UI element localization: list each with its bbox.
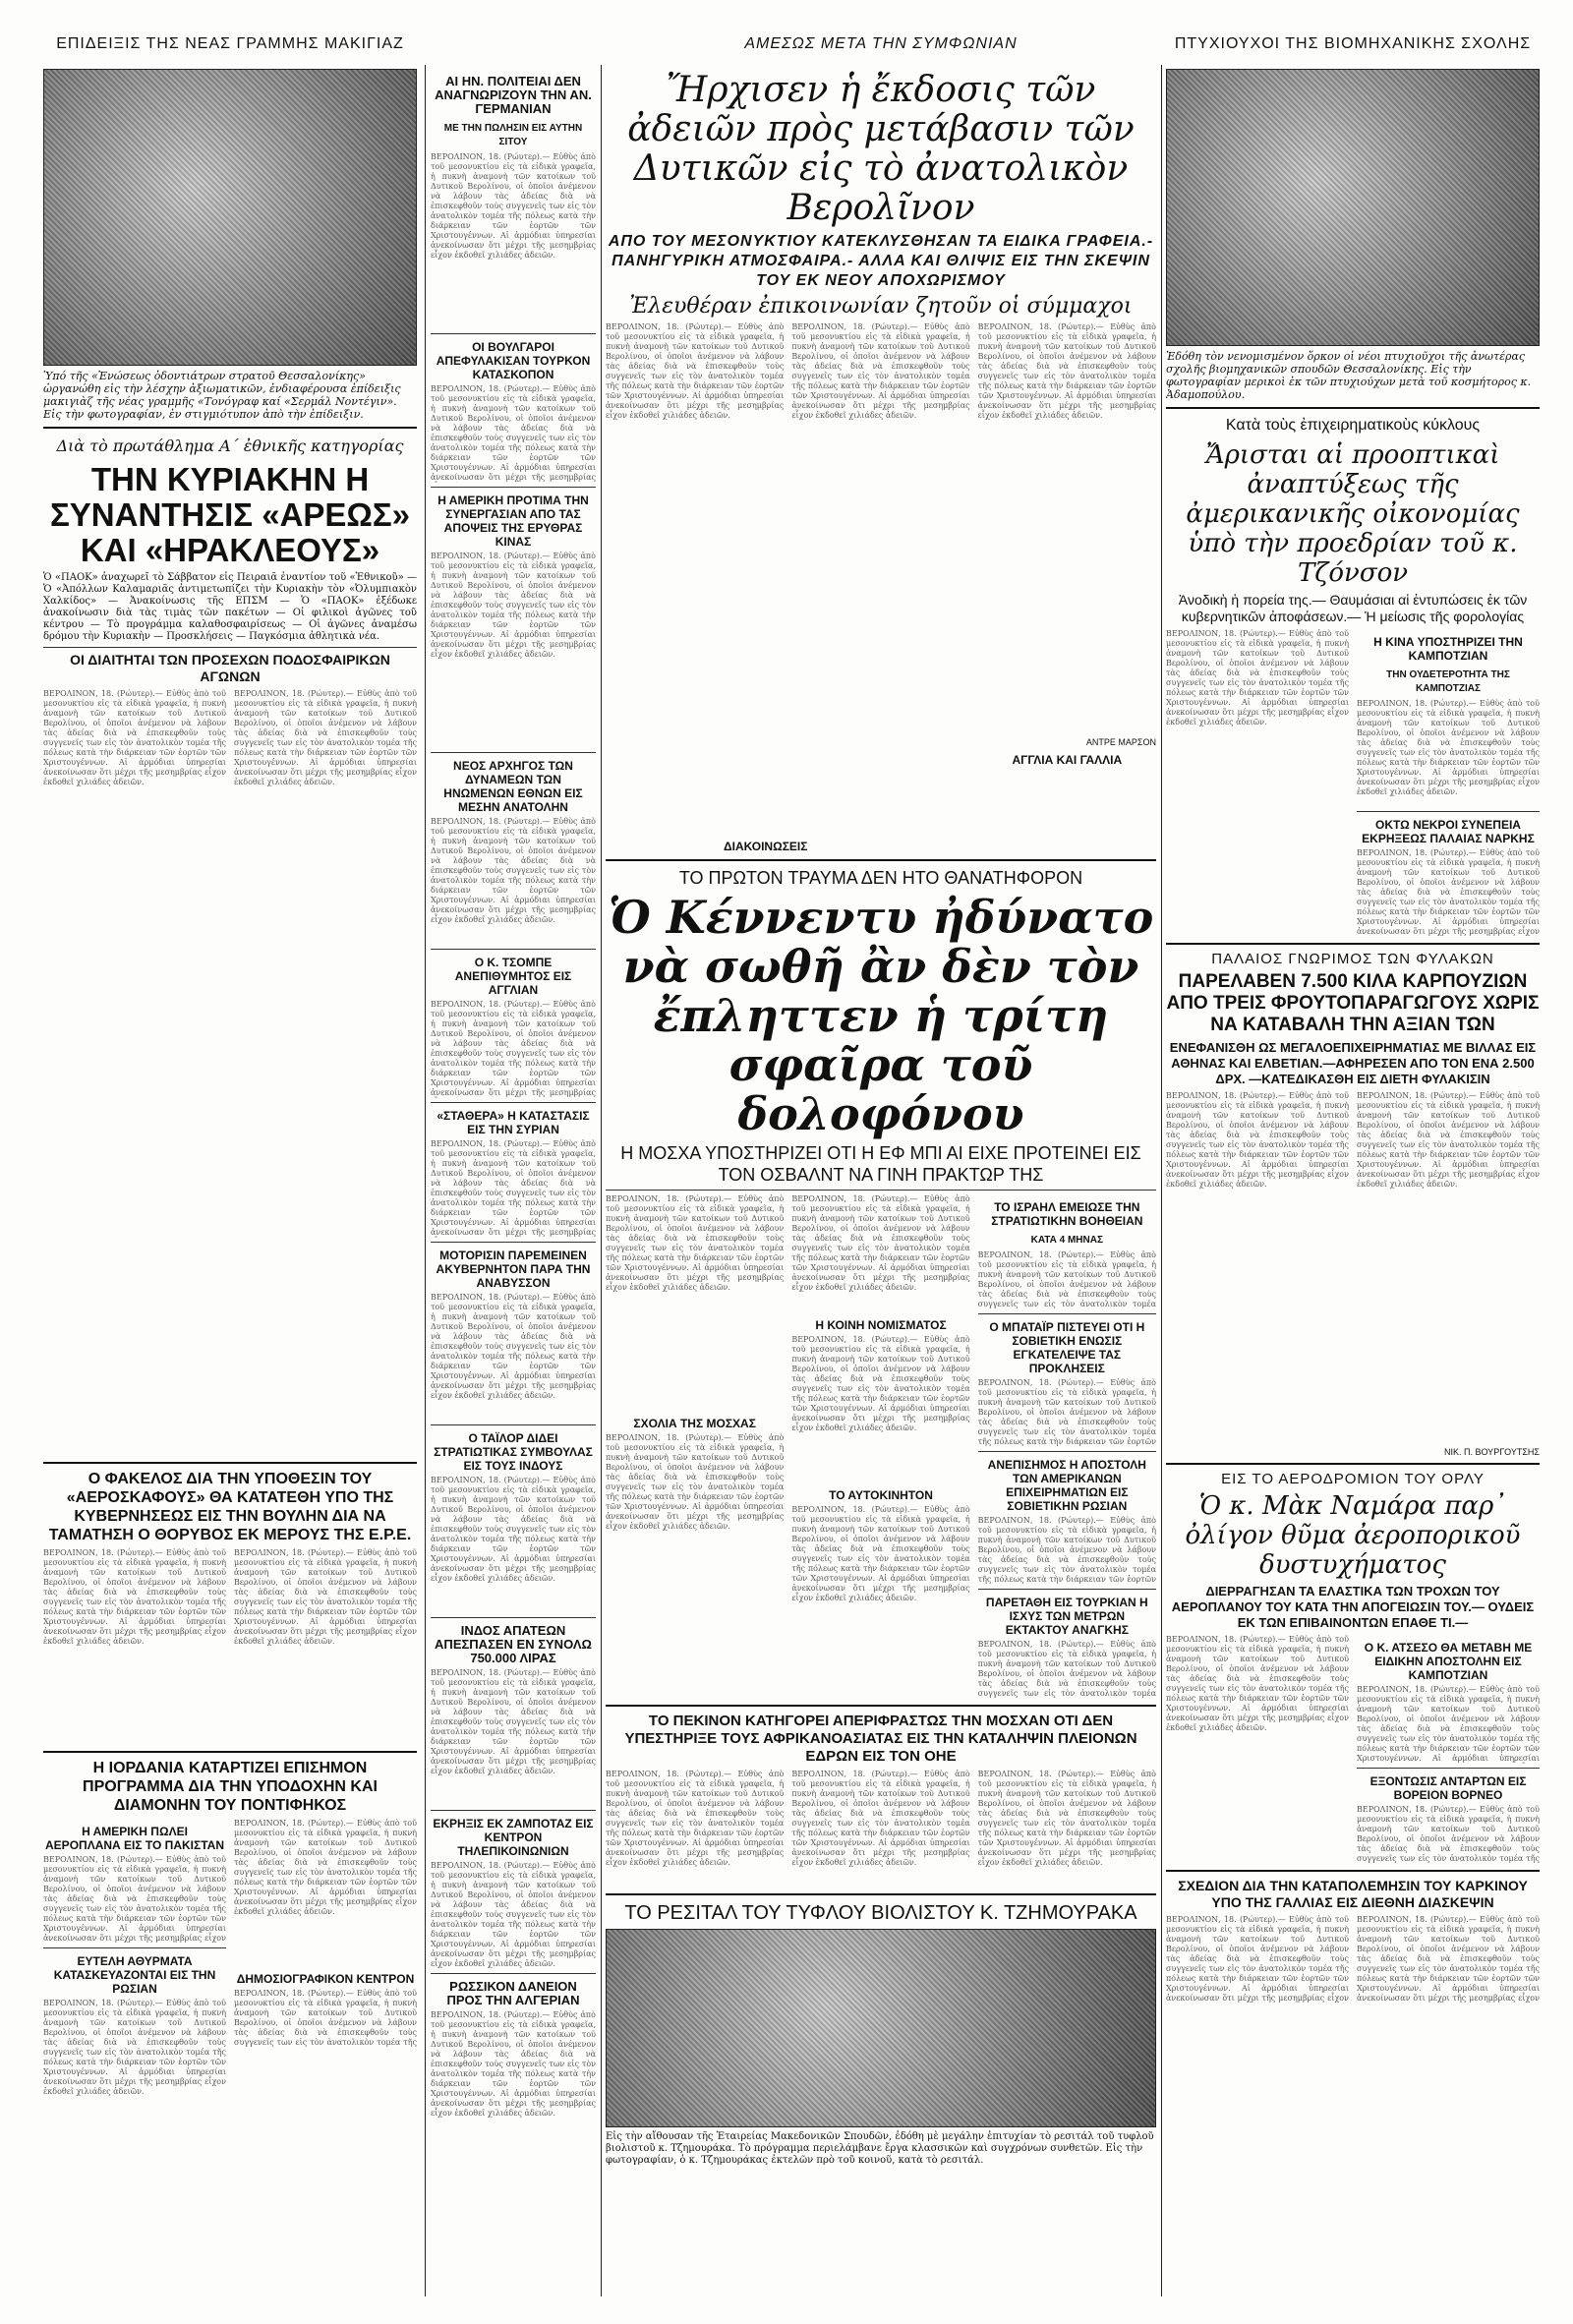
article-text: ΒΕΡΟΛΙΝΟΝ, 18. (Ρώυτερ).— Εὐθὺς ἀπὸ τοῦ μεσονυκτίου εἰς τὰ εἰδικὰ γραφεῖα, ἡ πυκνὴ ἀναμονὴ τῶν κατοίκων τοῦ Δυτικοῦ Βερολίνου, οἱ ὁποῖοι ἀνέμενον νὰ λάβουν τὰς ἀδείας διὰ νὰ ἐπισκεφθοῦν τοὺς συγγενεῖς των εἰς τὸν ἀνατολικὸν τομέα τῆς πόλεως κατὰ τὴν διάρκειαν τῶν ἑορτῶν τῶν Χριστουγέννων. Αἱ ἀρμόδιαι ὑπηρεσίαι ἀνεκοίνωσαν ὅτι μέχρι τῆς μεσημβρίας [431,1000,596,1097]
article-text: ΒΕΡΟΛΙΝΟΝ, 18. (Ρώυτερ).— Εὐθὺς ἀπὸ τοῦ μεσονυκτίου εἰς τὰ εἰδικὰ γραφεῖα, ἡ πυκνὴ ἀναμονὴ τῶν κατοίκων τοῦ Δυτικοῦ Βερολίνου, οἱ ὁποῖοι ἀνέμενον νὰ λάβουν τὰς ἀδείας διὰ νὰ ἐπισκεφθοῦν τοὺς συγγενεῖς των εἰς τὸν ἀνατολικὸν τομέα τῆς πόλεως κατὰ τὴν διάρκειαν τῶν ἑορτῶν τῶν Χριστουγέννων. Αἱ ἀρμόδιαι ὑπηρεσίαι ἀνεκοίνωσαν ὅτι μέχρι τῆς μεσημβρίας εἶχον ἐκδοθεῖ χιλιάδες ἀδειῶν. [43,689,226,786]
peking-article [606,1770,1156,1888]
article-text: ΒΕΡΟΛΙΝΟΝ, 18. (Ρώυτερ).— Εὐθὺς ἀπὸ τοῦ μεσονυκτίου εἰς τὰ εἰδικὰ γραφεῖα, ἡ πυκνὴ ἀναμονὴ τῶν κατοίκων τοῦ Δυτικοῦ Βερολίνου, οἱ ὁποῖοι ἀνέμενον νὰ λάβουν τὰς ἀδείας διὰ νὰ ἐπισκεφθοῦν τοὺς συγγενεῖς των εἰς τὸν ἀνατολικὸν τομέα τῆς πόλεως κατὰ τὴν διάρκειαν τῶν ἑορτῶν τῶν Χριστουγέννων. Αἱ ἀρμόδιαι ὑπηρεσίαι ἀνεκοίνωσαν ὅτι μέχρι τῆς μεσημβρίας εἶχον ἐκδοθεῖ χιλιάδες ἀδειῶν. [431,1861,596,1968]
kicker-ptychiouchoi: ΠΤΥΧΙΟΥΧΟΙ ΤΗΣ ΒΙΟΜΗΧΑΝΙΚΗΣ ΣΧΟΛΗΣ [1174,35,1532,52]
article-text: ΒΕΡΟΛΙΝΟΝ, 18. (Ρώυτερ).— Εὐθὺς ἀπὸ τοῦ μεσονυκτίου εἰς τὰ εἰδικὰ γραφεῖα, ἡ πυκνὴ ἀναμονὴ τῶν κατοίκων τοῦ Δυτικοῦ Βερολίνου, οἱ ὁποῖοι ἀνέμενον νὰ λάβουν τὰς ἀδείας διὰ νὰ ἐπισκεφθοῦν τοὺς συγγενεῖς των εἰς τὸν ἀνατολικὸν τομέα τῆς πόλεως κατὰ τὴν διάρκειαν τῶν ἑορτῶν τῶν Χριστουγέννων. Αἱ ἀρμόδιαι ὑπηρεσίαι ἀνεκοίνωσαν ὅτι μέχρι τῆς μεσημβρίας [431,384,596,482]
brief-headline-usa: ΑΙ ΗΝ. ΠΟΛΙΤΕΙΑΙ ΔΕΝ ΑΝΑΓΝΩΡΙΖΟΥΝ ΤΗΝ ΑΝ. ΓΕΡΜΑΝΙΑΝ [435,74,592,116]
mpatair-headline: Ο ΜΠΑΤΑΪΡ ΠΙΣΤΕΥΕΙ ΟΤΙ Η ΣΟΒΙΕΤΙΚΗ ΕΝΩΣΙΣ ΕΓΚΑΤΕΛΕΙΨΕ ΤΑΣ ΠΡΟΚΛΗΣΕΙΣ [989,1320,1145,1375]
subhead-diakoinoseis: ΔΙΑΚΟΙΝΩΣΕΙΣ [724,840,808,853]
article-text: ΒΕΡΟΛΙΝΟΝ, 18. (Ρώυτερ).— Εὐθὺς ἀπὸ τοῦ μεσονυκτίου εἰς τὰ εἰδικὰ γραφεῖα, ἡ πυκνὴ ἀναμονὴ τῶν κατοίκων τοῦ Δυτικοῦ Βερολίνου, οἱ ὁποῖοι ἀνέμενον νὰ λάβουν τὰς ἀδείας διὰ νὰ ἐπισκεφθοῦν τοὺς συγγενεῖς των εἰς τὸν ἀνατολικὸν τομέα τῆς πόλεως κατὰ τὴν διάρκειαν τῶν ἑορτῶν τῶν Χριστουγέννων. Αἱ ἀρμόδιαι ὑπηρεσίαι ἀνεκοίνωσαν ὅτι μέχρι τῆς μεσημβρίας εἶχον ἐκδοθεῖ χιλιάδες ἀδειῶν. [791,1194,970,1292]
fylakes-headline: ΠΑΡΕΛΑΒΕΝ 7.500 ΚΙΛΑ ΚΑΡΠΟΥΖΙΩΝ ΑΠΟ ΤΡΕΙΣ ΦΡΟΥΤΟΠΑΡΑΓΩΓΟΥΣ ΧΩΡΙΣ ΝΑ ΚΑΤΑΒΑΛΗ ΤΗΝ ΑΞΙΑΝ ΤΩΝ [1166,971,1540,1035]
jordan-headline: Η ΙΟΡΔΑΝΙΑ ΚΑΤΑΡΤΙΖΕΙ ΕΠΙΣΗΜΟΝ ΠΡΟΓΡΑΜΜΑ ΔΙΑ ΤΗΝ ΥΠΟΔΟΧΗΝ ΚΑΙ ΔΙΑΜΟΝΗΝ ΤΟΥ ΠΟΝΤΙΦΗΚΟΣ [83,1760,378,1814]
kicker-center: ΑΜΕΣΩΣ ΜΕΤΑ ΤΗΝ ΣΥΜΦΩΝΙΑΝ [744,35,1018,52]
makeup-photo-caption: Ὑπό τῆς «Ἑνώσεως ὁδοντιάτρων στρατοῦ Θεσσαλονίκης» ὠργανώθη εἰς τὴν λέσχην ἀξιωματικῶν, ἐνδιαφέρουσα ἐπίδειξις μακιγιὰζ τῆς νέας γραμμῆς «Τονόγραφ καί «Σερμάλ Νοντέγιν». Εἰς τὴν φωτογραφίαν, ἐν στιγμιότυπον ἀπὸ τὴν ἐπίδειξιν. [43,370,401,421]
byline-marson: ΑΝΤΡΕ ΜΑΡΣΟΝ [1085,737,1156,747]
article-text: ΒΕΡΟΛΙΝΟΝ, 18. (Ρώυτερ).— Εὐθὺς ἀπὸ τοῦ μεσονυκτίου εἰς τὰ εἰδικὰ γραφεῖα, ἡ πυκνὴ ἀναμονὴ τῶν κατοίκων τοῦ Δυτικοῦ Βερολίνου, οἱ ὁποῖοι ἀνέμενον νὰ λάβουν τὰς ἀδείας διὰ νὰ ἐπισκεφθοῦν τοὺς συγγενεῖς των εἰς τὸν ἀνατολικὸν τομέα τῆς πόλεως κατὰ τὴν διάρκειαν τῶν ἑορτῶν τῶν Χριστουγέννων. Αἱ ἀρμόδιαι ὑπηρεσίαι ἀνεκοίνωσαν ὅτι μέχρι τῆς μεσημβρίας εἶχον ἐκδοθεῖ χιλιάδες ἀδειῶν. [431,1476,596,1583]
mine-explosion-headline: ΟΚΤΩ ΝΕΚΡΟΙ ΣΥΝΕΠΕΙΑ ΕΚΡΗΞΕΩΣ ΠΑΛΑΙΑΣ ΝΑΡΚΗΣ [1362,818,1535,845]
brief-headline-bulgaria: ΟΙ ΒΟΥΛΓΑΡΟΙ ΑΠΕΦΥΛΑΚΙΣΑΝ ΤΟΥΡΚΟΝ ΚΑΤΑΣΚΟΠΟΝ [436,340,591,381]
article-text: ΒΕΡΟΛΙΝΟΝ, 18. (Ρώυτερ).— Εὐθὺς ἀπὸ τοῦ μεσονυκτίου εἰς τὰ εἰδικὰ γραφεῖα, ἡ πυκνὴ ἀναμονὴ τῶν κατοίκων τοῦ Δυτικοῦ Βερολίνου, οἱ ὁποῖοι ἀνέμενον νὰ λάβουν τὰς ἀδείας διὰ νὰ ἐπισκεφθοῦν τοὺς συγγενεῖς των εἰς τὸν ἀνατολικὸν τομέα [977,1640,1156,1698]
article-text: ΒΕΡΟΛΙΝΟΝ, 18. (Ρώυτερ).— Εὐθὺς ἀπὸ τοῦ μεσονυκτίου εἰς τὰ εἰδικὰ γραφεῖα, ἡ πυκνὴ ἀναμονὴ τῶν κατοίκων τοῦ Δυτικοῦ Βερολίνου, οἱ ὁποῖοι ἀνέμενον νὰ λάβουν τὰς ἀδείας διὰ νὰ ἐπισκεφθοῦν τοὺς συγγενεῖς των εἰς τὸν ἀνατολικὸν τομέα τῆς πόλεως κατὰ τὴν διάρκειαν τῶν ἑορτῶν τῶν Χριστουγέννων. Αἱ ἀρμόδιαι ὑπηρεσίαι ἀνεκοίνωσαν ὅτι μέχρι τῆς μεσημβρίας εἶχον ἐκδοθεῖ χιλιάδες ἀδειῶν. [43,1548,226,1646]
article-text: ΒΕΡΟΛΙΝΟΝ, 18. (Ρώυτερ).— Εὐθὺς ἀπὸ τοῦ μεσονυκτίου εἰς τὰ εἰδικὰ γραφεῖα, ἡ πυκνὴ ἀναμονὴ τῶν κατοίκων τοῦ Δυτικοῦ Βερολίνου, οἱ ὁποῖοι ἀνέμενον νὰ λάβουν τὰς ἀδείας διὰ νὰ ἐπισκεφθοῦν τοὺς συγγενεῖς των εἰς τὸν ἀνατολικὸν τομέα τῆς πόλεως κατὰ τὴν διάρκειαν τῶν ἑορτῶν τῶν Χριστουγέννων. Αἱ ἀρμόδιαι ὑπηρεσίαι ἀνεκοίνωσαν ὅτι μέχρι τῆς μεσημβρίας εἶχον [1357,848,1540,936]
aerokaphos-headline: Ο ΦΑΚΕΛΟΣ ΔΙΑ ΤΗΝ ΥΠΟΘΕΣΙΝ ΤΟΥ «ΑΕΡΟΣΚΑΦΟΥΣ» ΘΑ ΚΑΤΑΤΕΘΗ ΥΠΟ ΤΗΣ ΚΥΒΕΡΝΗΣΕΩΣ ΕΙΣ ΤΗΝ ΒΟΥΛΗΝ ΔΙΑ ΝΑ ΤΑΜΑΤΗΣΗ Ο ΘΟΡΥΒΟΣ ΕΚ ΜΕΡΟΥΣ ΤΗΣ Ε.Ρ.Ε. [48,1471,412,1543]
article-text: ΒΕΡΟΛΙΝΟΝ, 18. (Ρώυτερ).— Εὐθὺς ἀπὸ τοῦ μεσονυκτίου εἰς τὰ εἰδικὰ γραφεῖα, ἡ πυκνὴ ἀναμονὴ τῶν κατοίκων τοῦ Δυτικοῦ Βερολίνου, οἱ ὁποῖοι ἀνέμενον νὰ λάβουν τὰς ἀδείας διὰ νὰ ἐπισκεφθοῦν τοὺς συγγενεῖς των εἰς τὸν ἀνατολικὸν τομέα τῆς πόλεως κατὰ τὴν διάρκειαν τῶν ἑορτῶν τῶν Χριστουγέννων. Αἱ ἀρμόδιαι ὑπηρεσίαι ἀνεκοίνωσαν ὅτι μέχρι τῆς μεσημβρίας εἶχον ἐκδοθεῖ χιλιάδες ἀδειῶν. [431,552,596,659]
article-text: ΒΕΡΟΛΙΝΟΝ, 18. (Ρώυτερ).— Εὐθὺς ἀπὸ τοῦ μεσονυκτίου εἰς τὰ εἰδικὰ γραφεῖα, ἡ πυκνὴ ἀναμονὴ τῶν κατοίκων τοῦ Δυτικοῦ Βερολίνου, οἱ ὁποῖοι ἀνέμενον νὰ λάβουν τὰς ἀδείας διὰ νὰ ἐπισκεφθοῦν τοὺς συγγενεῖς των εἰς τὸν ἀνατολικὸν τομέα τῆς πόλεως κατὰ τὴν διάρκειαν τῶν ἑορτῶν [977,1516,1156,1584]
berlin-article [606,322,1156,834]
kennedy-headline: Ὁ Κέννεντυ ἠδύνατο νὰ σωθῆ ἂν δὲν τὸν ἔπληττεν ἡ τρίτη σφαῖρα τοῦ δολοφόνου [608,891,1154,1140]
article-text: ΒΕΡΟΛΙΝΟΝ, 18. (Ρώυτερ).— Εὐθὺς ἀπὸ τοῦ μεσονυκτίου εἰς τὰ εἰδικὰ γραφεῖα, ἡ πυκνὴ ἀναμονὴ τῶν κατοίκων τοῦ Δυτικοῦ Βερολίνου, οἱ ὁποῖοι ἀνέμενον νὰ λάβουν τὰς ἀδείας διὰ νὰ ἐπισκεφθοῦν τοὺς συγγενεῖς των εἰς τὸν ἀνατολικὸν τομέα τῆς πόλεως κατὰ τὴν διάρκειαν τῶν ἑορτῶν τῶν Χριστουγέννων. Αἱ ἀρμόδιαι ὑπηρεσίαι ἀνεκοίνωσαν ὅτι μέχρι τῆς μεσημβρίας εἶχον [1166,1915,1349,2003]
fylakes-kicker: ΠΑΛΑΙΟΣ ΓΝΩΡΙΜΟΣ ΤΩΝ ΦΥΛΑΚΩΝ [1211,951,1494,967]
article-text: ΒΕΡΟΛΙΝΟΝ, 18. (Ρώυτερ).— Εὐθὺς ἀπὸ τοῦ μεσονυκτίου εἰς τὰ εἰδικὰ γραφεῖα, ἡ πυκνὴ ἀναμονὴ τῶν κατοίκων τοῦ Δυτικοῦ Βερολίνου, οἱ ὁποῖοι ἀνέμενον νὰ λάβουν τὰς ἀδείας διὰ νὰ ἐπισκεφθοῦν τοὺς συγγενεῖς των εἰς τὸν ἀνατολικὸν τομέα τῆς [1357,1805,1540,1863]
article-text: ΒΕΡΟΛΙΝΟΝ, 18. (Ρώυτερ).— Εὐθὺς ἀπὸ τοῦ μεσονυκτίου εἰς τὰ εἰδικὰ γραφεῖα, ἡ πυκνὴ ἀναμονὴ τῶν κατοίκων τοῦ Δυτικοῦ Βερολίνου, οἱ ὁποῖοι ἀνέμενον νὰ λάβουν τὰς ἀδείας διὰ νὰ ἐπισκεφθοῦν τοὺς συγγενεῖς των εἰς τὸν ἀνατολικὸν τομέα τῆς πόλεως κατὰ τὴν διάρκειαν τῶν ἑορτῶν τῶν Χριστουγέννων. Αἱ ἀρμόδιαι ὑπηρεσίαι ἀνεκοίνωσαν ὅτι μέχρι τῆς μεσημβρίας εἶχον ἐκδοθεῖ χιλιάδες ἀδειῶν. [43,1999,226,2096]
article-text: ΒΕΡΟΛΙΝΟΝ, 18. (Ρώυτερ).— Εὐθὺς ἀπὸ τοῦ μεσονυκτίου εἰς τὰ εἰδικὰ γραφεῖα, ἡ πυκνὴ ἀναμονὴ τῶν κατοίκων τοῦ Δυτικοῦ Βερολίνου, οἱ ὁποῖοι ἀνέμενον νὰ λάβουν τὰς ἀδείας διὰ νὰ ἐπισκεφθοῦν τοὺς συγγενεῖς των εἰς τὸν ἀνατολικὸν τομέα τῆς πόλεως κατὰ τὴν διάρκειαν τῶν ἑορτῶν τῶν Χριστουγέννων. Αἱ ἀρμόδιαι ὑπηρεσίαι ἀνεκοίνωσαν ὅτι μέχρι τῆς μεσημβρίας εἶχον ἐκδοθεῖ χιλιάδες ἀδειῶν. [977,1770,1156,1867]
article-text: ΒΕΡΟΛΙΝΟΝ, 18. (Ρώυτερ).— Εὐθὺς ἀπὸ τοῦ μεσονυκτίου εἰς τὰ εἰδικὰ γραφεῖα, ἡ πυκνὴ ἀναμονὴ τῶν κατοίκων τοῦ Δυτικοῦ Βερολίνου, οἱ ὁποῖοι ἀνέμενον νὰ λάβουν τὰς ἀδείας διὰ νὰ ἐπισκεφθοῦν τοὺς συγγενεῖς των εἰς τὸν ἀνατολικὸν τομέα τῆς πόλεως κατὰ τὴν διάρκειαν τῶν ἑορτῶν τῶν Χριστουγέννων. Αἱ ἀρμόδιαι ὑπηρεσίαι ἀνεκοίνωσαν ὅτι μέχρι τῆς μεσημβρίας εἶχον ἐκδοθεῖ χιλιάδες ἀδειῶν. [1166,1091,1349,1189]
article-text: ΒΕΡΟΛΙΝΟΝ, 18. (Ρώυτερ).— Εὐθὺς ἀπὸ τοῦ μεσονυκτίου εἰς τὰ εἰδικὰ γραφεῖα, ἡ πυκνὴ ἀναμονὴ τῶν κατοίκων τοῦ Δυτικοῦ Βερολίνου, οἱ ὁποῖοι ἀνέμενον νὰ λάβουν τὰς ἀδείας διὰ νὰ ἐπισκεφθοῦν τοὺς συγγενεῖς των εἰς τὸν ἀνατολικὸν τομέα τῆς πόλεως κατὰ τὴν διάρκειαν τῶν ἑορτῶν [977,1378,1156,1446]
article-text: ΒΕΡΟΛΙΝΟΝ, 18. (Ρώυτερ).— Εὐθὺς ἀπὸ τοῦ μεσονυκτίου εἰς τὰ εἰδικὰ γραφεῖα, ἡ πυκνὴ ἀναμονὴ τῶν κατοίκων τοῦ Δυτικοῦ Βερολίνου, οἱ ὁποῖοι ἀνέμενον νὰ λάβουν τὰς ἀδείας διὰ νὰ ἐπισκεφθοῦν τοὺς συγγενεῖς των εἰς τὸν ἀνατολικὸν τομέα τῆς πόλεως κατὰ τὴν διάρκειαν τῶν ἑορτῶν τῶν Χριστουγέννων. Αἱ ἀρμόδιαι ὑπηρεσίαι ἀνεκοίνωσαν ὅτι μέχρι τῆς μεσημβρίας εἶχον ἐκδοθεῖ χιλιάδες ἀδειῶν. [431,152,596,260]
america-pakistan-headline: Η ΑΜΕΡΙΚΗ ΠΩΛΕΙ ΑΕΡΟΠΛΑΝΑ ΕΙΣ ΤΟ ΠΑΚΙΣΤΑΝ [45,1825,224,1852]
sport-kicker: Διὰ τὸ πρωτάθλημα Α΄ ἐθνικῆς κατηγορίας [56,436,404,455]
orly-headline: Ὁ κ. Μὰκ Ναμάρα παρ᾽ ὀλίγον θῦμα ἀεροπορικοῦ δυστυχήματος [1185,1491,1521,1580]
brief-headline-un: ΝΕΟΣ ΑΡΧΗΓΟΣ ΤΩΝ ΔΥΝΑΜΕΩΝ ΤΩΝ ΗΝΩΜΕΝΩΝ ΕΘΝΩΝ ΕΙΣ ΜΕΣΗΝ ΑΝΑΤΟΛΗΝ [443,759,583,814]
brief-headline-china: Η ΑΜΕΡΙΚΗ ΠΡΟΤΙΜΑ ΤΗΝ ΣΥΝΕΡΓΑΣΙΑΝ ΑΠΟ ΤΑΣ ΑΠΟΨΕΙΣ ΤΗΣ ΕΡΥΘΡΑΣ ΚΙΝΑΣ [437,494,589,549]
article-text: ΒΕΡΟΛΙΝΟΝ, 18. (Ρώυτερ).— Εὐθὺς ἀπὸ τοῦ μεσονυκτίου εἰς τὰ εἰδικὰ γραφεῖα, ἡ πυκνὴ ἀναμονὴ τῶν κατοίκων τοῦ Δυτικοῦ Βερολίνου, οἱ ὁποῖοι ἀνέμενον νὰ λάβουν τὰς ἀδείας διὰ νὰ ἐπισκεφθοῦν τοὺς συγγενεῖς των εἰς τὸν ἀνατολικὸν τομέα [977,1250,1156,1308]
recital-caption: Εἰς τὴν αἴθουσαν τῆς Ἑταιρείας Μακεδονικῶν Σπουδῶν, ἐδόθη μὲ μεγάλην ἐπιτυχίαν τὸ ρεσιτάλ τοῦ τυφλοῦ βιολιστοῦ κ. Τζημουράκα. Τὸ πρόγραμμα περιελάμβανε ἔργα κλασσικῶν καὶ συγχρόνων συνθετῶν. Εἰς τὴν φωτογραφίαν, ὁ κ. Τζημουράκας ἐκτελῶν πρὸ τοῦ κοινοῦ, κατὰ τὸ ρεσιτάλ. [606,2131,1154,2166]
recital-photo [606,1929,1156,2127]
article-text: ΒΕΡΟΛΙΝΟΝ, 18. (Ρώυτερ).— Εὐθὺς ἀπὸ τοῦ μεσονυκτίου εἰς τὰ εἰδικὰ γραφεῖα, ἡ πυκνὴ ἀναμονὴ τῶν κατοίκων τοῦ Δυτικοῦ Βερολίνου, οἱ ὁποῖοι ἀνέμενον νὰ λάβουν τὰς ἀδείας διὰ νὰ ἐπισκεφθοῦν τοὺς συγγενεῖς των εἰς τὸν ἀνατολικὸν τομέα τῆς πόλεως κατὰ τὴν διάρκειαν τῶν ἑορτῶν τῶν Χριστουγέννων. Αἱ ἀρμόδιαι ὑπηρεσίαι ἀνεκοίνωσαν ὅτι μέχρι τῆς μεσημβρίας εἶχον [1357,1915,1540,2003]
article-text: ΒΕΡΟΛΙΝΟΝ, 18. (Ρώυτερ).— Εὐθὺς ἀπὸ τοῦ μεσονυκτίου εἰς τὰ εἰδικὰ γραφεῖα, ἡ πυκνὴ ἀναμονὴ τῶν κατοίκων τοῦ Δυτικοῦ Βερολίνου, οἱ ὁποῖοι ἀνέμενον νὰ λάβουν τὰς ἀδείας διὰ νὰ ἐπισκεφθοῦν τοὺς συγγενεῖς των εἰς τὸν ἀνατολικὸν τομέα τῆς πόλεως κατὰ τὴν διάρκειαν τῶν ἑορτῶν τῶν Χριστουγέννων. Αἱ ἀρμόδιαι ὑπηρεσίαι ἀνεκοίνωσαν ὅτι μέχρι τῆς μεσημβρίας εἶχον ἐκδοθεῖ χιλιάδες ἀδειῶν. [431,1668,596,1775]
brief-headline-taylor: Ο ΤΑΪΛΟΡ ΔΙΔΕΙ ΣΤΡΑΤΙΩΤΙΚΑΣ ΣΥΜΒΟΥΛΑΣ ΕΙΣ ΤΟΥΣ ΙΝΔΟΥΣ [434,1431,593,1473]
article-text: ΒΕΡΟΛΙΝΟΝ, 18. (Ρώυτερ).— Εὐθὺς ἀπὸ τοῦ μεσονυκτίου εἰς τὰ εἰδικὰ γραφεῖα, ἡ πυκνὴ ἀναμονὴ τῶν κατοίκων τοῦ Δυτικοῦ Βερολίνου, οἱ ὁποῖοι ἀνέμενον νὰ λάβουν τὰς ἀδείας διὰ νὰ ἐπισκεφθοῦν τοὺς συγγενεῖς των εἰς τὸν ἀνατολικὸν τομέα τῆς πόλεως κατὰ τὴν διάρκειαν τῶν ἑορτῶν τῶν Χριστουγέννων. Αἱ ἀρμόδιαι ὑπηρεσίαι ἀνεκοίνωσαν ὅτι μέχρι τῆς μεσημβρίας εἶχον ἐκδοθεῖ χιλιάδες ἀδειῶν. [234,689,417,786]
jordan-section [43,1819,417,2097]
article-text: ΒΕΡΟΛΙΝΟΝ, 18. (Ρώυτερ).— Εὐθὺς ἀπὸ τοῦ μεσονυκτίου εἰς τὰ εἰδικὰ γραφεῖα, ἡ πυκνὴ ἀναμονὴ τῶν κατοίκων τοῦ Δυτικοῦ Βερολίνου, οἱ ὁποῖοι ἀνέμενον νὰ λάβουν τὰς ἀδείας διὰ νὰ ἐπισκεφθοῦν τοὺς συγγενεῖς των εἰς τὸν ἀνατολικὸν τομέα τῆς πόλεως κατὰ τὴν διάρκειαν τῶν ἑορτῶν τῶν Χριστουγέννων. Αἱ ἀρμόδιαι ὑπηρεσίαι ἀνεκοίνωσαν ὅτι μέχρι τῆς μεσημβρίας εἶχον [43,1855,226,1943]
article-text: ΒΕΡΟΛΙΝΟΝ, 18. (Ρώυτερ).— Εὐθὺς ἀπὸ τοῦ μεσονυκτίου εἰς τὰ εἰδικὰ γραφεῖα, ἡ πυκνὴ ἀναμονὴ τῶν κατοίκων τοῦ Δυτικοῦ Βερολίνου, οἱ ὁποῖοι ἀνέμενον νὰ λάβουν τὰς ἀδείας διὰ νὰ ἐπισκεφθοῦν τοὺς συγγενεῖς των εἰς τὸν ἀνατολικὸν τομέα τῆς πόλεως κατὰ τὴν διάρκειαν τῶν ἑορτῶν τῶν Χριστουγέννων. Αἱ ἀρμόδιαι ὑπηρεσίαι ἀνεκοίνωσαν ὅτι μέχρι τῆς μεσημβρίας εἶχον ἐκδοθεῖ χιλιάδες ἀδειῶν. [1357,1091,1540,1189]
borneo-headline: ΕΞΟΝΤΩΣΙΣ ΑΝΤΑΡΤΩΝ ΕΙΣ ΒΟΡΕΙΟΝ ΒΟΡΝΕΟ [1369,1774,1527,1802]
article-text: ΒΕΡΟΛΙΝΟΝ, 18. (Ρώυτερ).— Εὐθὺς ἀπὸ τοῦ μεσονυκτίου εἰς τὰ εἰδικὰ γραφεῖα, ἡ πυκνὴ ἀναμονὴ τῶν κατοίκων τοῦ Δυτικοῦ Βερολίνου, οἱ ὁποῖοι ἀνέμενον νὰ λάβουν τὰς ἀδείας διὰ νὰ ἐπισκεφθοῦν τοὺς συγγενεῖς των εἰς τὸν ἀνατολικὸν τομέα τῆς πόλεως κατὰ τὴν διάρκειαν τῶν ἑορτῶν τῶν Χριστουγέννων. Αἱ ἀρμόδιαι ὑπηρεσίαι ἀνεκοίνωσαν ὅτι μέχρι τῆς μεσημβρίας εἶχον ἐκδοθεῖ χιλιάδες ἀδειῶν. [977,322,1156,420]
column-rule [425,65,426,2296]
cancer-headline: ΣΧΕΔΙΟΝ ΔΙΑ ΤΗΝ ΚΑΤΑΠΟΛΕΜΗΣΙΝ ΤΟΥ ΚΑΡΚΙΝΟΥ ΥΠΟ ΤΗΣ ΓΑΛΛΙΑΣ ΕΙΣ ΔΙΕΘΝΗ ΔΙΑΣΚΕΨΙΝ [1178,1878,1528,1910]
aerokaphos-article [43,1548,417,1745]
sport-headline: ΤΗΝ ΚΥΡΙΑΚΗΝ Η ΣΥΝΑΝΤΗΣΙΣ «ΑΡΕΩΣ» ΚΑΙ «ΗΡΑΚΛΕΟΥΣ» [49,461,411,568]
article-text: ΒΕΡΟΛΙΝΟΝ, 18. (Ρώυτερ).— Εὐθὺς ἀπὸ τοῦ μεσονυκτίου εἰς τὰ εἰδικὰ γραφεῖα, ἡ πυκνὴ ἀναμονὴ τῶν κατοίκων τοῦ Δυτικοῦ Βερολίνου, οἱ ὁποῖοι ἀνέμενον νὰ λάβουν τὰς ἀδείας διὰ νὰ ἐπισκεφθοῦν τοὺς συγγενεῖς των εἰς τὸν ἀνατολικὸν τομέα τῆς [234,1989,417,2047]
econ-section [1166,629,1540,937]
press-center-headline: ΔΗΜΟΣΙΟΓΡΑΦΙΚΟΝ ΚΕΝΤΡΟΝ [236,1972,415,1986]
anepisimos-headline: ΑΝΕΠΙΣΗΜΟΣ Η ΑΠΟΣΤΟΛΗ ΤΩΝ ΑΜΕΡΙΚΑΝΩΝ ΕΠΙΧΕΙΡΗΜΑΤΙΩΝ ΕΙΣ ΣΟΒΙΕΤΙΚΗΝ ΡΩΣΙΑΝ [987,1458,1146,1513]
econ-subhead: Ἀνοδικὴ ἡ πορεία της.— Θαυμάσιαι αἱ ἐντυπώσεις ἐκ τῶν κυβερνητικῶν ἀποφάσεων.— Ἡ μείωσις τῆς φορολογίας [1178,592,1528,624]
fylakes-article [1166,1091,1540,1445]
orly-section [1166,1635,1540,1864]
brief-headline-tshombe: Ο Κ. ΤΣΟΜΠΕ ΑΝΕΠΙΘΥΜΗΤΟΣ ΕΙΣ ΑΓΓΛΙΑΝ [454,956,572,997]
israel-subhead: ΚΑΤΑ 4 ΜΗΝΑΣ [1030,1235,1103,1246]
article-text: ΒΕΡΟΛΙΝΟΝ, 18. (Ρώυτερ).— Εὐθὺς ἀπὸ τοῦ μεσονυκτίου εἰς τὰ εἰδικὰ γραφεῖα, ἡ πυκνὴ ἀναμονὴ τῶν κατοίκων τοῦ Δυτικοῦ Βερολίνου, οἱ ὁποῖοι ἀνέμενον νὰ λάβουν τὰς ἀδείας διὰ νὰ ἐπισκεφθοῦν τοὺς συγγενεῖς των εἰς τὸν ἀνατολικὸν τομέα τῆς πόλεως κατὰ τὴν διάρκειαν τῶν ἑορτῶν τῶν Χριστουγέννων. Αἱ ἀρμόδιαι ὑπηρεσίαι ἀνεκοίνωσαν ὅτι μέχρι τῆς μεσημβρίας εἶχον ἐκδοθεῖ χιλιάδες ἀδειῶν. [431,2010,596,2118]
kennedy-kicker: ΤΟ ΠΡΩΤΟΝ ΤΡΑΥΜΑ ΔΕΝ ΗΤΟ ΘΑΝΑΤΗΦΟΡΟΝ [678,868,1083,888]
brief-subhead-usa: ΜΕ ΤΗΝ ΠΩΛΗΣΙΝ ΕΙΣ ΑΥΤΗΝ ΣΙΤΟΥ [443,123,583,147]
subhead-aggelia: ΑΓΓΛΙΑ ΚΑΙ ΓΑΛΛΙΑ [1012,753,1123,767]
atsesso-headline: Ο Κ. ΑΤΣΕΣΟ ΘΑ ΜΕΤΑΒΗ ΜΕ ΕΙΔΙΚΗΝ ΑΠΟΣΤΟΛΗΝ ΕΙΣ ΚΑΜΠΟΤΖΙΑΝ [1364,1641,1533,1682]
toys-headline: ΕΥΤΕΛΗ ΑΘΥΡΜΑΤΑ ΚΑΤΑΣΚΕΥΑΖΟΝΤΑΙ ΕΙΣ ΤΗΝ ΡΩΣΙΑΝ [53,1954,216,1996]
column-news-briefs [431,69,596,2128]
kennedy-section [606,1194,1156,1699]
article-text: ΒΕΡΟΛΙΝΟΝ, 18. (Ρώυτερ).— Εὐθὺς ἀπὸ τοῦ μεσονυκτίου εἰς τὰ εἰδικὰ γραφεῖα, ἡ πυκνὴ ἀναμονὴ τῶν κατοίκων τοῦ Δυτικοῦ Βερολίνου, οἱ ὁποῖοι ἀνέμενον νὰ λάβουν τὰς ἀδείας διὰ νὰ ἐπισκεφθοῦν τοὺς συγγενεῖς των εἰς τὸν ἀνατολικὸν τομέα τῆς πόλεως κατὰ τὴν διάρκειαν τῶν ἑορτῶν τῶν Χριστουγέννων. Αἱ ἀρμόδιαι ὑπηρεσίαι [1357,1685,1540,1763]
subhead-aftokiniton: ΤΟ ΑΥΤΟΚΙΝΗΤΟΝ [829,1488,933,1502]
fylakes-deck: ΕΝΕΦΑΝΙΣΘΗ ΩΣ ΜΕΓΑΛΟΕΠΙΧΕΙΡΗΜΑΤΙΑΣ ΜΕ ΒΙΛΛΑΣ ΕΙΣ ΑΘΗΝΑΣ ΚΑΙ ΕΛΒΕΤΙΑΝ.—ΑΦΗΡΕΣΕΝ ΑΠΟ ΤΟΝ ΕΝΑ 2.500 ΔΡΧ. —ΚΑΤΕΔΙΚΑΣΘΗ ΕΙΣ ΔΙΕΤΗ ΦΥΛΑΚΙΣΙΝ [1169,1040,1537,1086]
econ-headline: Ἄρισται αἱ προοπτικαὶ ἀναπτύξεως τῆς ἀμερικανικῆς οἰκονομίας ὑπὸ τὴν προεδρίαν τοῦ κ. Τζόνσον [1186,440,1520,588]
kennedy-deck: Η ΜΟΣΧΑ ΥΠΟΣΤΗΡΙΖΕΙ ΟΤΙ Η ΕΦ ΜΠΙ ΑΙ ΕΙΧΕ ΠΡΟΤΕΙΝΕΙ ΕΙΣ ΤΟΝ ΟΣΒΑΛΝΤ ΝΑ ΓΙΝΗ ΠΡΑΚΤΩΡ ΤΗΣ [620,1143,1141,1185]
column-left [43,69,417,2097]
kicker-makigiaz: ΕΠΙΔΕΙΞΙΣ ΤΗΣ ΝΕΑΣ ΓΡΑΜΜΗΣ ΜΑΚΙΓΙΑΖ [56,35,404,52]
israel-headline: ΤΟ ΙΣΡΑΗΛ ΕΜΕΙΩΣΕ ΤΗΝ ΣΤΡΑΤΙΩΤΙΚΗΝ ΒΟΗΘΕΙΑΝ [991,1200,1143,1228]
article-text: ΒΕΡΟΛΙΝΟΝ, 18. (Ρώυτερ).— Εὐθὺς ἀπὸ τοῦ μεσονυκτίου εἰς τὰ εἰδικὰ γραφεῖα, ἡ πυκνὴ ἀναμονὴ τῶν κατοίκων τοῦ Δυτικοῦ Βερολίνου, οἱ ὁποῖοι ἀνέμενον νὰ λάβουν τὰς ἀδείας διὰ νὰ ἐπισκεφθοῦν τοὺς συγγενεῖς των εἰς τὸν ἀνατολικὸν τομέα τῆς πόλεως κατὰ τὴν διάρκειαν τῶν ἑορτῶν τῶν Χριστουγέννων. Αἱ ἀρμόδιαι ὑπηρεσίαι ἀνεκοίνωσαν ὅτι μέχρι τῆς μεσημβρίας εἶχον ἐκδοθεῖ χιλιάδες ἀδειῶν. [1166,1635,1349,1732]
article-text: ΒΕΡΟΛΙΝΟΝ, 18. (Ρώυτερ).— Εὐθὺς ἀπὸ τοῦ μεσονυκτίου εἰς τὰ εἰδικὰ γραφεῖα, ἡ πυκνὴ ἀναμονὴ τῶν κατοίκων τοῦ Δυτικοῦ Βερολίνου, οἱ ὁποῖοι ἀνέμενον νὰ λάβουν τὰς ἀδείας διὰ νὰ ἐπισκεφθοῦν τοὺς συγγενεῖς των εἰς τὸν ἀνατολικὸν τομέα τῆς πόλεως κατὰ τὴν διάρκειαν τῶν ἑορτῶν τῶν Χριστουγέννων. Αἱ ἀρμόδιαι ὑπηρεσίαι ἀνεκοίνωσαν ὅτι μέχρι τῆς μεσημβρίας εἶχον ἐκδοθεῖ χιλιάδες ἀδειῶν. [791,1505,970,1602]
article-text: ΒΕΡΟΛΙΝΟΝ, 18. (Ρώυτερ).— Εὐθὺς ἀπὸ τοῦ μεσονυκτίου εἰς τὰ εἰδικὰ γραφεῖα, ἡ πυκνὴ ἀναμονὴ τῶν κατοίκων τοῦ Δυτικοῦ Βερολίνου, οἱ ὁποῖοι ἀνέμενον νὰ λάβουν τὰς ἀδείας διὰ νὰ ἐπισκεφθοῦν τοὺς συγγενεῖς των εἰς τὸν ἀνατολικὸν τομέα τῆς πόλεως κατὰ τὴν διάρκειαν τῶν ἑορτῶν τῶν Χριστουγέννων. Αἱ ἀρμόδιαι ὑπηρεσίαι ἀνεκοίνωσαν ὅτι μέχρι τῆς μεσημβρίας εἶχον ἐκδοθεῖ χιλιάδες ἀδειῶν. [791,322,970,420]
orly-deck: ΔΙΕΡΡΑΓΗΣΑΝ ΤΑ ΕΛΑΣΤΙΚΑ ΤΩΝ ΤΡΟΧΩΝ ΤΟΥ ΑΕΡΟΠΛΑΝΟΥ ΤΟΥ ΚΑΤΑ ΤΗΝ ΑΠΟΓΕΙΩΣΙΝ ΤΟΥ.— ΟΥΔΕΙΣ ΕΚ ΤΩΝ ΕΠΙΒΑΙΝΟΝΤΩΝ ΕΠΑΘΕ ΤΙ.— [1171,1584,1535,1630]
article-text: ΒΕΡΟΛΙΝΟΝ, 18. (Ρώυτερ).— Εὐθὺς ἀπὸ τοῦ μεσονυκτίου εἰς τὰ εἰδικὰ γραφεῖα, ἡ πυκνὴ ἀναμονὴ τῶν κατοίκων τοῦ Δυτικοῦ Βερολίνου, οἱ ὁποῖοι ἀνέμενον νὰ λάβουν τὰς ἀδείας διὰ νὰ ἐπισκεφθοῦν τοὺς συγγενεῖς των εἰς τὸν ἀνατολικὸν τομέα τῆς πόλεως κατὰ τὴν διάρκειαν τῶν ἑορτῶν τῶν Χριστουγέννων. Αἱ ἀρμόδιαι ὑπηρεσίαι ἀνεκοίνωσαν ὅτι μέχρι τῆς μεσημβρίας εἶχον ἐκδοθεῖ χιλιάδες ἀδειῶν. [606,1770,785,1867]
makeup-photo [43,69,417,366]
econ-kicker: Κατὰ τοὺς ἐπιχειρηματικοὺς κύκλους [1225,417,1481,434]
sport-lead: Ὁ «ΠΑΟΚ» ἀναχωρεῖ τὸ Σάββατον εἰς Πειραιᾶ ἐναντίον τοῦ «Ἐθνικοῦ» — Ὁ «Ἀπόλλων Καλαμαριᾶς ἀντιμετωπίζει τὴν Κυριακὴν τὸν «Ὀλυμπιακὸν Χαλκίδος» — Ἀνακοίνωσις τῆς ΕΠΣΜ — Ὁ «ΠΑΟΚ» ἐξέδωκε ἀνακοίνωσιν διὰ τὰς τιμὰς τῶν πακέτων — Οἱ φιλικοὶ ἀγῶνες τοῦ κέντρου — Τὸ προγράμμα καλαθοσφαιρίσεως — Οἱ ἀγῶνες ἀναμέσω δρόμου τὴν Κυριακὴν — Προσκλήσεις — Παγκόσμια ἀθλητικὰ νέα. [43,572,417,642]
article-text: ΒΕΡΟΛΙΝΟΝ, 18. (Ρώυτερ).— Εὐθὺς ἀπὸ τοῦ μεσονυκτίου εἰς τὰ εἰδικὰ γραφεῖα, ἡ πυκνὴ ἀναμονὴ τῶν κατοίκων τοῦ Δυτικοῦ Βερολίνου, οἱ ὁποῖοι ἀνέμενον νὰ λάβουν τὰς ἀδείας διὰ νὰ ἐπισκεφθοῦν τοὺς συγγενεῖς των εἰς τὸν ἀνατολικὸν τομέα τῆς πόλεως κατὰ τὴν διάρκειαν τῶν ἑορτῶν τῶν Χριστουγέννων. Αἱ ἀρμόδιαι ὑπηρεσίαι ἀνεκοίνωσαν ὅτι μέχρι τῆς μεσημβρίας εἶχον ἐκδοθεῖ χιλιάδες ἀδειῶν. [791,1770,970,1867]
graduates-photo [1166,69,1540,346]
article-text: ΒΕΡΟΛΙΝΟΝ, 18. (Ρώυτερ).— Εὐθὺς ἀπὸ τοῦ μεσονυκτίου εἰς τὰ εἰδικὰ γραφεῖα, ἡ πυκνὴ ἀναμονὴ τῶν κατοίκων τοῦ Δυτικοῦ Βερολίνου, οἱ ὁποῖοι ἀνέμενον νὰ λάβουν τὰς ἀδείας διὰ νὰ ἐπισκεφθοῦν τοὺς συγγενεῖς των εἰς τὸν ἀνατολικὸν τομέα τῆς πόλεως κατὰ τὴν διάρκειαν τῶν ἑορτῶν τῶν Χριστουγέννων. Αἱ ἀρμόδιαι ὑπηρεσίαι ἀνεκοίνωσαν ὅτι μέχρι τῆς μεσημβρίας εἶχον ἐκδοθεῖ χιλιάδες ἀδειῶν. [606,1194,785,1292]
article-text: ΒΕΡΟΛΙΝΟΝ, 18. (Ρώυτερ).— Εὐθὺς ἀπὸ τοῦ μεσονυκτίου εἰς τὰ εἰδικὰ γραφεῖα, ἡ πυκνὴ ἀναμονὴ τῶν κατοίκων τοῦ Δυτικοῦ Βερολίνου, οἱ ὁποῖοι ἀνέμενον νὰ λάβουν τὰς ἀδείας διὰ νὰ ἐπισκεφθοῦν τοὺς συγγενεῖς των εἰς τὸν ἀνατολικὸν τομέα τῆς πόλεως κατὰ τὴν διάρκειαν τῶν ἑορτῶν τῶν Χριστουγέννων. Αἱ ἀρμόδιαι ὑπηρεσίαι ἀνεκοίνωσαν ὅτι μέχρι τῆς μεσημβρίας εἶχον ἐκδοθεῖ χιλιάδες ἀδειῶν. [431,817,596,924]
article-text: ΒΕΡΟΛΙΝΟΝ, 18. (Ρώυτερ).— Εὐθὺς ἀπὸ τοῦ μεσονυκτίου εἰς τὰ εἰδικὰ γραφεῖα, ἡ πυκνὴ ἀναμονὴ τῶν κατοίκων τοῦ Δυτικοῦ Βερολίνου, οἱ ὁποῖοι ἀνέμενον νὰ λάβουν τὰς ἀδείας διὰ νὰ ἐπισκεφθοῦν τοὺς συγγενεῖς των εἰς τὸν ἀνατολικὸν τομέα τῆς πόλεως κατὰ τὴν διάρκειαν τῶν ἑορτῶν τῶν Χριστουγέννων. Αἱ ἀρμόδιαι ὑπηρεσίαι ἀνεκοίνωσαν ὅτι μέχρι τῆς μεσημβρίας εἶχον ἐκδοθεῖ χιλιάδες ἀδειῶν. [606,1433,785,1531]
article-text: ΒΕΡΟΛΙΝΟΝ, 18. (Ρώυτερ).— Εὐθὺς ἀπὸ τοῦ μεσονυκτίου εἰς τὰ εἰδικὰ γραφεῖα, ἡ πυκνὴ ἀναμονὴ τῶν κατοίκων τοῦ Δυτικοῦ Βερολίνου, οἱ ὁποῖοι ἀνέμενον νὰ λάβουν τὰς ἀδείας διὰ νὰ ἐπισκεφθοῦν τοὺς συγγενεῖς των εἰς τὸν ἀνατολικὸν τομέα τῆς πόλεως κατὰ τὴν διάρκειαν τῶν ἑορτῶν τῶν Χριστουγέννων. Αἱ ἀρμόδιαι ὑπηρεσίαι ἀνεκοίνωσαν ὅτι μέχρι τῆς μεσημβρίας εἶχον ἐκδοθεῖ χιλιάδες ἀδειῶν. [1166,629,1349,726]
brief-headline-motorship: ΜΟΤΟΡΙΣΙΝ ΠΑΡΕΜΕΙΝΕΝ ΑΚΥΒΕΡΝΗΤΟΝ ΠΑΡΑ ΤΗΝ ΑΝΑΒΥΣΣΟΝ [436,1249,591,1290]
brief-headline-fraud: ΙΝΔΟΣ ΑΠΑΤΕΩΝ ΑΠΕΣΠΑΣΕΝ ΕΝ ΣΥΝΟΛΩ 750.000 ΛΙΡΑΣ [435,1623,592,1665]
china-cambodia-subhead: ΤΗΝ ΟΥΔΕΤΕΡΟΤΗΤΑ ΤΗΣ ΚΑΜΠΟΤΖΙΑΣ [1386,669,1510,694]
byline-vourgoutsis: ΝΙΚ. Π. ΒΟΥΡΓΟΥΤΣΗΣ [1443,1447,1540,1457]
brief-headline-syria: «ΣΤΑΘΕΡΑ» Η ΚΑΤΑΣΤΑΣΙΣ ΕΙΣ ΤΗΝ ΣΥΡΙΑΝ [437,1109,590,1136]
article-text: ΒΕΡΟΛΙΝΟΝ, 18. (Ρώυτερ).— Εὐθὺς ἀπὸ τοῦ μεσονυκτίου εἰς τὰ εἰδικὰ γραφεῖα, ἡ πυκνὴ ἀναμονὴ τῶν κατοίκων τοῦ Δυτικοῦ Βερολίνου, οἱ ὁποῖοι ἀνέμενον νὰ λάβουν τὰς ἀδείας διὰ νὰ ἐπισκεφθοῦν τοὺς συγγενεῖς των εἰς τὸν ἀνατολικὸν τομέα τῆς πόλεως κατὰ τὴν διάρκειαν τῶν ἑορτῶν τῶν Χριστουγέννων. Αἱ ἀρμόδιαι ὑπηρεσίαι ἀνεκοίνωσαν ὅτι μέχρι τῆς μεσημβρίας [431,1139,596,1237]
column-right [1166,69,1540,2004]
column-rule [1161,65,1162,2296]
graduates-photo-caption: Ἐδόθη τὸν νενομισμένον ὅρκον οἱ νέοι πτυχιοῦχοι τῆς ἀνωτέρας σχολῆς βιομηχανικῶν σπουδῶν Θεσσαλονίκης. Εἰς τὴν φωτογραφίαν μερικοὶ ἐκ τῶν πτυχιούχων μετὰ τοῦ κοσμήτορος κ. Ἀδαμοπούλου. [1166,350,1532,401]
referees-article [43,689,417,1456]
berlin-subhead: Ἐλευθέραν ἐπικοινωνίαν ζητοῦν οἱ σύμμαχοι [629,294,1133,319]
article-text: ΒΕΡΟΛΙΝΟΝ, 18. (Ρώυτερ).— Εὐθὺς ἀπὸ τοῦ μεσονυκτίου εἰς τὰ εἰδικὰ γραφεῖα, ἡ πυκνὴ ἀναμονὴ τῶν κατοίκων τοῦ Δυτικοῦ Βερολίνου, οἱ ὁποῖοι ἀνέμενον νὰ λάβουν τὰς ἀδείας διὰ νὰ ἐπισκεφθοῦν τοὺς συγγενεῖς των εἰς τὸν ἀνατολικὸν τομέα τῆς πόλεως κατὰ τὴν διάρκειαν τῶν ἑορτῶν τῶν Χριστουγέννων. Αἱ ἀρμόδιαι ὑπηρεσίαι ἀνεκοίνωσαν ὅτι μέχρι τῆς μεσημβρίας εἶχον ἐκδοθεῖ χιλιάδες ἀδειῶν. [234,1548,417,1646]
peking-headline: ΤΟ ΠΕΚΙΝΟΝ ΚΑΤΗΓΟΡΕΙ ΑΠΕΡΙΦΡΑΣΤΩΣ ΤΗΝ ΜΟΣΧΑΝ ΟΤΙ ΔΕΝ ΥΠΕΣΤΗΡΙΞΕ ΤΟΥΣ ΑΦΡΙΚΑΝΟΑΣΙΑΤΑΣ ΕΙΣ ΤΗΝ ΚΑΤΑΛΗΨΙΝ ΠΛΕΙΟΝΩΝ ΕΔΡΩΝ ΕΙΣ ΤΟΝ ΟΗΕ [624,1713,1137,1765]
cancer-article [1166,1915,1540,2004]
brief-headline-sabotage: ΕΚΡΗΞΙΣ ΕΚ ΖΑΜΠΟΤΑΖ ΕΙΣ ΚΕΝΤΡΟΝ ΤΗΛΕΠΙΚΟΙΝΩΝΙΩΝ [433,1817,594,1858]
recital-headline: ΤΟ ΡΕΣΙΤΑΛ ΤΟΥ ΤΥΦΛΟΥ ΒΙΟΛΙΣΤΟΥ Κ. ΤΖΗΜΟΥΡΑΚΑ [624,1902,1137,1924]
china-cambodia-headline: Η ΚΙΝΑ ΥΠΟΣΤΗΡΙΖΕΙ ΤΗΝ ΚΑΜΠΟΤΖΙΑΝ [1373,635,1523,663]
referees-headline: ΟΙ ΔΙΑΙΤΗΤΑΙ ΤΩΝ ΠΡΟΣΕΧΩΝ ΠΟΔΟΣΦΑΙΡΙΚΩΝ ΑΓΩΝΩΝ [70,652,390,684]
article-text: ΒΕΡΟΛΙΝΟΝ, 18. (Ρώυτερ).— Εὐθὺς ἀπὸ τοῦ μεσονυκτίου εἰς τὰ εἰδικὰ γραφεῖα, ἡ πυκνὴ ἀναμονὴ τῶν κατοίκων τοῦ Δυτικοῦ Βερολίνου, οἱ ὁποῖοι ἀνέμενον νὰ λάβουν τὰς ἀδείας διὰ νὰ ἐπισκεφθοῦν τοὺς συγγενεῖς των εἰς τὸν ἀνατολικὸν τομέα τῆς πόλεως κατὰ τὴν διάρκειαν τῶν ἑορτῶν τῶν Χριστουγέννων. Αἱ ἀρμόδιαι ὑπηρεσίαι ἀνεκοίνωσαν ὅτι μέχρι τῆς μεσημβρίας εἶχον ἐκδοθεῖ χιλιάδες ἀδειῶν. [431,1293,596,1400]
article-text: ΒΕΡΟΛΙΝΟΝ, 18. (Ρώυτερ).— Εὐθὺς ἀπὸ τοῦ μεσονυκτίου εἰς τὰ εἰδικὰ γραφεῖα, ἡ πυκνὴ ἀναμονὴ τῶν κατοίκων τοῦ Δυτικοῦ Βερολίνου, οἱ ὁποῖοι ἀνέμενον νὰ λάβουν τὰς ἀδείας διὰ νὰ ἐπισκεφθοῦν τοὺς συγγενεῖς των εἰς τὸν ἀνατολικὸν τομέα τῆς πόλεως κατὰ τὴν διάρκειαν τῶν ἑορτῶν τῶν Χριστουγέννων. Αἱ ἀρμόδιαι ὑπηρεσίαι ἀνεκοίνωσαν ὅτι μέχρι τῆς μεσημβρίας εἶχον ἐκδοθεῖ χιλιάδες ἀδειῶν. [234,1819,417,1916]
article-text: ΒΕΡΟΛΙΝΟΝ, 18. (Ρώυτερ).— Εὐθὺς ἀπὸ τοῦ μεσονυκτίου εἰς τὰ εἰδικὰ γραφεῖα, ἡ πυκνὴ ἀναμονὴ τῶν κατοίκων τοῦ Δυτικοῦ Βερολίνου, οἱ ὁποῖοι ἀνέμενον νὰ λάβουν τὰς ἀδείας διὰ νὰ ἐπισκεφθοῦν τοὺς συγγενεῖς των εἰς τὸν ἀνατολικὸν τομέα τῆς πόλεως κατὰ τὴν διάρκειαν τῶν ἑορτῶν τῶν Χριστουγέννων. Αἱ ἀρμόδιαι ὑπηρεσίαι ἀνεκοίνωσαν ὅτι μέχρι τῆς μεσημβρίας εἶχον ἐκδοθεῖ χιλιάδες ἀδειῶν. [791,1335,970,1432]
berlin-headline: Ἤρχισεν ἡ ἔκδοσις τῶν ἀδειῶν πρὸς μετάβασιν τῶν Δυτικῶν εἰς τὸ ἀνατολικὸν Βερολῖνον [627,70,1135,228]
berlin-deck: ΑΠΟ ΤΟΥ ΜΕΣΟΝΥΚΤΙΟΥ ΚΑΤΕΚΛΥΣΘΗΣΑΝ ΤΑ ΕΙΔΙΚΑ ΓΡΑΦΕΙΑ.- ΠΑΝΗΓΥΡΙΚΗ ΑΤΜΟΣΦΑΙΡΑ.- ΑΛΛΑ ΚΑΙ ΘΛΙΨΙΣ ΕΙΣ ΤΗΝ ΣΚΕΨΙΝ ΤΟΥ ΕΚ ΝΕΟΥ ΑΠΟΧΩΡΙΣΜΟΥ [608,233,1154,289]
turkey-headline: ΠΑΡΕΤΑΘΗ ΕΙΣ ΤΟΥΡΚΙΑΝ Η ΙΣΧΥΣ ΤΩΝ ΜΕΤΡΩΝ ΕΚΤΑΚΤΟΥ ΑΝΑΓΚΗΣ [985,1596,1148,1637]
article-text: ΒΕΡΟΛΙΝΟΝ, 18. (Ρώυτερ).— Εὐθὺς ἀπὸ τοῦ μεσονυκτίου εἰς τὰ εἰδικὰ γραφεῖα, ἡ πυκνὴ ἀναμονὴ τῶν κατοίκων τοῦ Δυτικοῦ Βερολίνου, οἱ ὁποῖοι ἀνέμενον νὰ λάβουν τὰς ἀδείας διὰ νὰ ἐπισκεφθοῦν τοὺς συγγενεῖς των εἰς τὸν ἀνατολικὸν τομέα τῆς πόλεως κατὰ τὴν διάρκειαν τῶν ἑορτῶν τῶν Χριστουγέννων. Αἱ ἀρμόδιαι ὑπηρεσίαι ἀνεκοίνωσαν ὅτι μέχρι τῆς μεσημβρίας εἶχον ἐκδοθεῖ χιλιάδες ἀδειῶν. [1357,699,1540,796]
article-text: ΒΕΡΟΛΙΝΟΝ, 18. (Ρώυτερ).— Εὐθὺς ἀπὸ τοῦ μεσονυκτίου εἰς τὰ εἰδικὰ γραφεῖα, ἡ πυκνὴ ἀναμονὴ τῶν κατοίκων τοῦ Δυτικοῦ Βερολίνου, οἱ ὁποῖοι ἀνέμενον νὰ λάβουν τὰς ἀδείας διὰ νὰ ἐπισκεφθοῦν τοὺς συγγενεῖς των εἰς τὸν ἀνατολικὸν τομέα τῆς πόλεως κατὰ τὴν διάρκειαν τῶν ἑορτῶν τῶν Χριστουγέννων. Αἱ ἀρμόδιαι ὑπηρεσίαι ἀνεκοίνωσαν ὅτι μέχρι τῆς μεσημβρίας εἶχον ἐκδοθεῖ χιλιάδες ἀδειῶν. [606,322,785,420]
orly-kicker: ΕΙΣ ΤΟ ΑΕΡΟΔΡΟΜΙΟΝ ΤΟΥ ΟΡΛΥ [1221,1471,1485,1487]
column-rule [601,65,602,2296]
brief-headline-loan: ΡΩΣΣΙΚΟΝ ΔΑΝΕΙΟΝ ΠΡΟΣ ΤΗΝ ΑΛΓΕΡΙΑΝ [446,1979,580,2007]
column-center [606,69,1156,2171]
subhead-koini: Η ΚΟΙΝΗ ΝΟΜΙΣΜΑΤΟΣ [815,1318,947,1332]
subhead-sxolia: ΣΧΟΛΙΑ ΤΗΣ ΜΟΣΧΑΣ [633,1417,756,1430]
